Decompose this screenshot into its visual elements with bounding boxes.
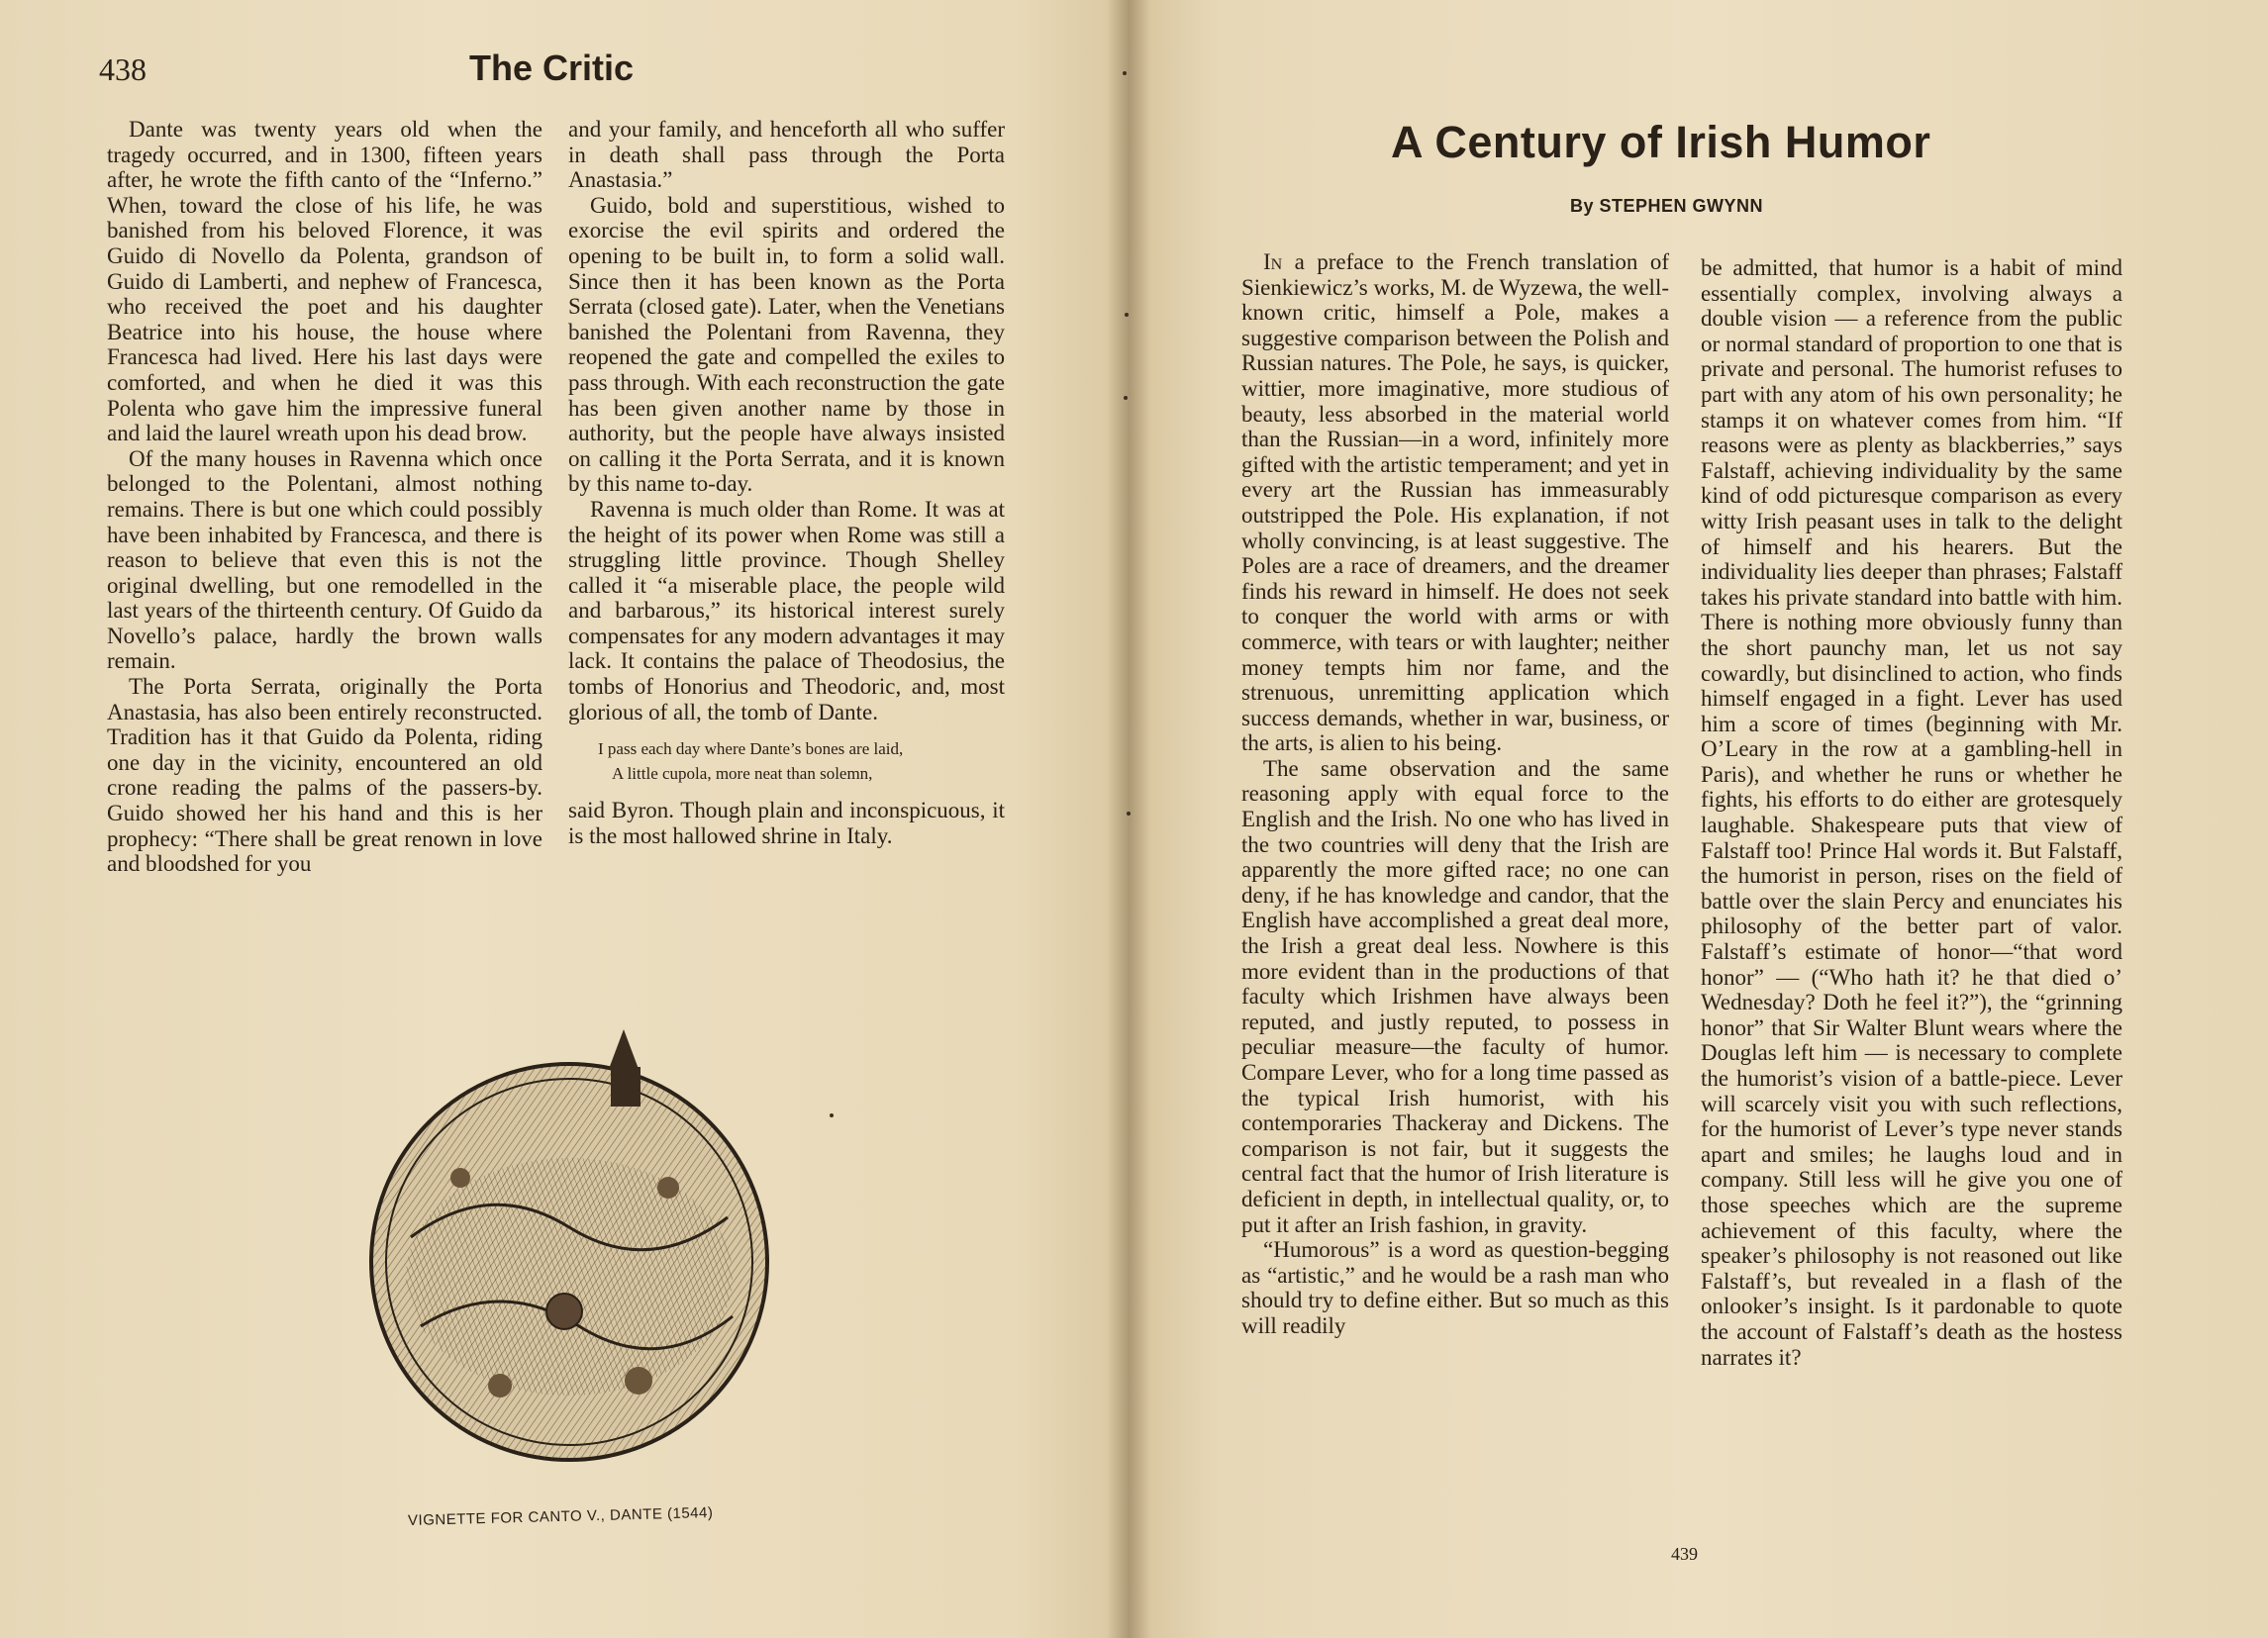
- paragraph-continued: and your family, and henceforth all who suffer in death shall pass through the Porta Anastasia.”: [568, 117, 1005, 193]
- paragraph: “Humorous” is a word as question-begging as “artistic,” and he would be a rash man who should try to define either. But so much as this will readily: [1241, 1237, 1669, 1338]
- left-column-2: [568, 117, 1005, 848]
- page-number-right: 439: [1671, 1544, 1698, 1564]
- vignette-caption: VIGNETTE FOR CANTO V., DANTE (1544): [407, 1503, 714, 1530]
- print-fleck: [1125, 313, 1129, 317]
- paragraph: Dante was twenty years old when the tragedy occurred, and in 1300, fifteen years after, he wrote the fifth canto of the “Inferno.” When, toward the close of his life, he was banished from his beloved Florence, it was Guido di Novello da Polenta, grandson of Guido di Lamberti, and nephew of Francesca, who received the poet and his daughter Beatrice into his house, the house where Francesca had lived. Here his last days were comforted, and when he died it was this Polenta who gave him the impressive funeral and laid the laurel wreath upon his dead brow.: [107, 117, 542, 446]
- book-gutter: [1107, 0, 1150, 1638]
- print-fleck: [830, 1113, 834, 1117]
- paragraph: The Porta Serrata, originally the Porta Anastasia, has also been entirely reconstructed. Tradition has it that Guido da Polenta, riding one day in the vicinity, encountered an old crone reading the palms of the passers-by. Guido showed her his hand and this is her prophecy: “There shall be great renown in love and bloodshed for you: [107, 674, 542, 877]
- running-head: The Critic: [469, 48, 635, 88]
- left-column-1: [107, 117, 542, 877]
- paragraph: be admitted, that humor is a habit of mind essentially complex, involving always a double vision — a reference from the public or normal standard of proportion to one that is private and personal. The humorist refuses to part with any atom of his own personality; he stamps it on whatever comes from him. “If reasons were as plenty as blackberries,” says Falstaff, achieving individuality by the same kind of odd picturesque comparison as every witty Irish peasant uses in talk to the delight of himself and his hearers. But the individuality lies deeper than phrases; Falstaff takes his private standard into battle with him. There is nothing more obviously funny than the short paunchy man, let us not say cowardly, but disinclined to action, who finds himself engaged in a fight. Lever has used him a score of times (beginning with Mr. O’Leary in the row at a gambling-hell in Paris), and whether he runs or whether he fights, his efforts to do either are grotesquely laughable. Shakespeare puts that view of Falstaff too! Prince Hal words it. But Falstaff, the humorist in person, rises on the field of battle over the slain Percy and enunciates his philosophy of the better part of valor. Falstaff’s estimate of honor—“that word honor” — (“Who hath it? he that died o’ Wednesday? Doth he feel it?”), the “grinning honor” that Sir Walter Blunt wears where the Douglas left him — is necessary to complete the humorist’s vision of a battle-piece. Lever will scarcely visit you with such reflections, for the humorist of Lever’s type never stands apart and smiles; he laughs loud and in company. Still less will he give you one of those speeches which are the supreme achievement of this faculty, where the speaker’s philosophy is not reasoned out like Falstaff’s, but revealed in a flash of the onlooker’s insight. Is it pardonable to quote the account of Falstaff’s death as the hostess narrates it?: [1701, 255, 2122, 1370]
- print-fleck: [1123, 71, 1127, 75]
- drop-word: In: [1263, 249, 1283, 274]
- byron-quote: [568, 736, 1005, 786]
- paragraph: Guido, bold and superstitious, wished to exorcise the evil spirits and ordered the opening to be built in, to form a solid wall. Since then it has been known as the Porta Serrata (closed gate). Later, when the Venetians banished the Polentani from Ravenna, they reopened the gate and compelled the exiles to pass through. With each reconstruction the gate has been given another name by those in authority, but the people have always insisted on calling it the Porta Serrata, and it is known by this name to-day.: [568, 192, 1005, 497]
- print-fleck: [1127, 812, 1131, 816]
- paragraph: said Byron. Though plain and inconspicuous, it is the most hallowed shrine in Italy.: [568, 798, 1005, 848]
- paragraph: In a preface to the French translation of Sienkiewicz’s works, M. de Wyzewa, the well-known critic, himself a Pole, makes a suggestive comparison between the Polish and Russian natures. The Pole, he says, is quicker, wittier, more imaginative, more studious of beauty, less absorbed in the material world than the Russian—in a word, infinitely more gifted with the artistic temperament; and yet in every art the Russian has immeasurably outstripped the Pole. His explanation, if not wholly convincing, is at least suggestive. The Poles are a race of dreamers, and the dreamer finds his reward in himself. He does not seek to conquer the world with arms or with commerce, with tears or with laughter; neither money tempts him nor fame, and the strenuous, unremitting application which success demands, whether in war, business, or the arts, is alien to his being.: [1241, 249, 1669, 756]
- print-fleck: [1124, 396, 1128, 400]
- page-number-left: 438: [99, 51, 147, 87]
- right-column-1: [1241, 249, 1669, 1339]
- paragraph: Of the many houses in Ravenna which once belonged to the Polentani, almost nothing remains. There is but one which could possibly have been inhabited by Francesca, and there is reason to believe that even this is not the original dwelling, but one remodelled in the last years of the thirteenth century. Of Guido da Novello’s palace, hardly the brown walls remain.: [107, 445, 542, 674]
- right-column-2: [1701, 255, 2122, 1370]
- dante-vignette-illustration: [351, 1029, 787, 1465]
- right-page: [1129, 0, 2268, 1638]
- quote-line: I pass each day where Dante’s bones are laid,: [598, 739, 904, 759]
- byline: By STEPHEN GWYNN: [1570, 196, 1764, 216]
- article-title: A Century of Irish Humor: [1391, 117, 1931, 167]
- left-page: [0, 0, 1129, 1638]
- paragraph: The same observation and the same reasoning apply with equal force to the English and the Irish. No one who has lived in the two countries will deny that the Irish are apparently the more gifted race; no one can deny, if he has knowledge and candor, that the English have accomplished a great deal more, the Irish a great deal less. Nowhere is this more evident than in the productions of that faculty which Irishmen have always been reputed, and justly reputed, to possess in peculiar measure—the faculty of humor. Compare Lever, who for a long time passed as the typical Irish humorist, with his contemporaries Thackeray and Dickens. The comparison is not fair, but it suggests the central fact that the humor of Irish literature is deficient in depth, in intellectual quality, or, to put it after an Irish fashion, in gravity.: [1241, 755, 1669, 1237]
- paragraph: Ravenna is much older than Rome. It was at the height of its power when Rome was still a struggling little province. Though Shelley called it “a miserable place, the people wild and barbarous,” its historical interest surely compensates for any modern advantages it may lack. It contains the palace of Theodosius, the tombs of Honorius and Theodoric, and, most glorious of all, the tomb of Dante.: [568, 496, 1005, 724]
- quote-line: A little cupola, more neat than solemn,: [612, 764, 873, 784]
